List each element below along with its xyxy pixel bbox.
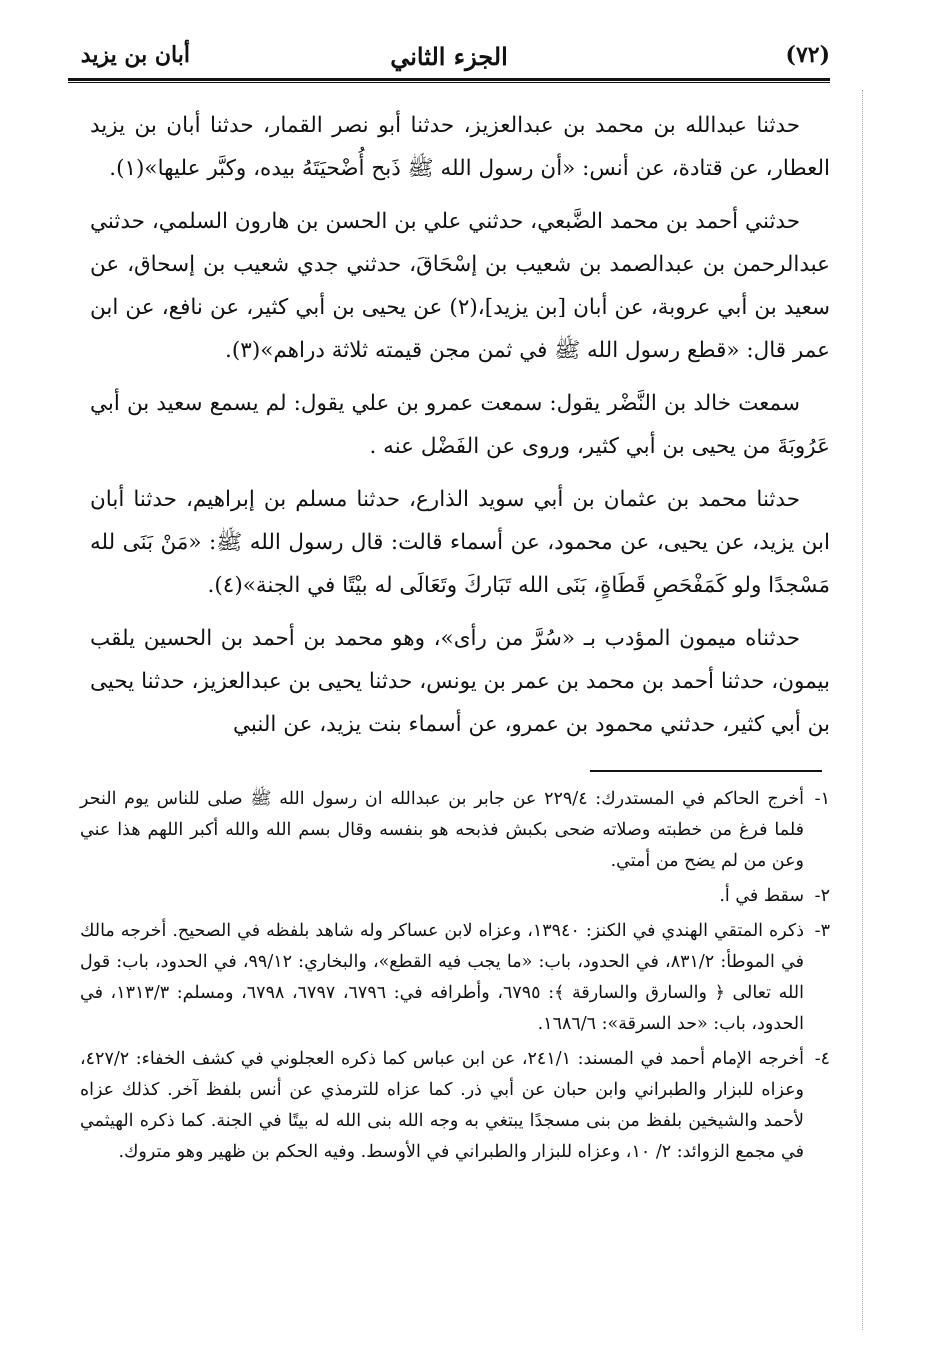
header-rule-thin [68,82,830,83]
footnote [80,1044,830,1168]
footnote-number: ٢- [814,886,830,906]
footnote-text: أخرجه الإمام أحمد في المسند: ٢٤١/١، عن ابن عباس كما ذكره العجلوني في كشف الخفاء: ٤٢٧/٢، وعزاه للبزار والطبراني وابن حبان عن أبي ذر. كما عزاه للترمذي عن أنس بلفظ آخر. كذلك عزاه لأحمد والشيخين بلفظ من بنى مسجدًا يبتغي به وجه الله بنى الله له بيتًا في الجنة. كما ذكره الهيثمي في مجمع الزوائد: ٢/ ١٠، وعزاه للبزار والطبراني في الأوسط. وفيه الحكم بن ظهير وهو متروك. [80,1049,805,1162]
footnote-number: ١- [814,789,830,809]
paragraph: سمعت خالد بن النَّضْر يقول: سمعت عمرو بن علي يقول: لم يسمع سعيد بن أبي عَرُوبَةَ من يحيى بن أبي كثير، وروى عن الفَضْل عنه . [90,391,830,459]
footnote-text: أخرج الحاكم في المستدرك: ٢٢٩/٤ عن جابر بن عبدالله ان رسول الله ﷺ صلى للناس يوم النحر فلما فرغ من خطبته وصلاته ضحى بكبش فذبحه هو بنفسه وقال بسم الله والله أكبر اللهم هذا عني وعن من لم يضح من أمتي. [80,789,804,871]
footnote-separator [590,770,822,772]
paragraph: حدثناه ميمون المؤدب بـ «سُرَّ من رأى»، وهو محمد بن أحمد بن الحسين يلقب بيمون، حدثنا أحمد بن محمد بن عمر بن يونس، حدثنا يحيى بن عبدالعزيز، حدثنا يحيى بن أبي كثير، حدثني محمود بن عمرو، عن أسماء بنت يزيد، عن النبي [90,626,830,737]
footnote-number: ٤- [814,1049,831,1069]
page-header [68,38,830,78]
paragraph: حدثنا محمد بن عثمان بن أبي سويد الذارع، حدثنا مسلم بن إبراهيم، حدثنا أبان ابن يزيد، عن يحيى، عن محمود، عن أسماء قالت: قال رسول الله ﷺ: «مَنْ بَنَى لله مَسْجدًا ولو كَمَفْحَصِ قَطَاةٍ، بَنَى الله تَبَاركَ وتَعَالَى له بيْتًا في الجنة»(٤). [90,487,830,598]
footnote-text: سقط في أ. [719,886,804,906]
paragraph: حدثني أحمد بن محمد الضَّبعي، حدثني علي بن الحسن بن هارون السلمي، حدثني عبدالرحمن بن عبدالصمد بن شعيب بن إسْحَاقَ، حدثني جدي شعيب بن إسحاق، عن سعيد بن أبي عروبة، عن أبان [بن يزيد]،(٢) عن يحيى بن أبي كثير، عن نافع، عن ابن عمر قال: «قطع رسول الله ﷺ في ثمن مجن قيمته ثلاثة دراهم»(٣). [90,209,830,363]
footnotes [80,784,830,1172]
footnote [80,881,830,912]
main-text [90,104,830,756]
scan-margin-line [862,90,863,1330]
volume-title: الجزء الثاني [390,42,508,71]
entry-title: أبان بن يزيد [80,42,190,68]
footnote-number: ٣- [814,921,830,941]
footnote-text: ذكره المتقي الهندي في الكنز: ١٣٩٤٠، وعزاه لابن عساكر وله شاهد بلفظه في الصحيح. أخرجه مالك في الموطأ: ٨٣١/٢، في الحدود، باب: «ما يجب فيه القطع»، والبخاري: ٩٩/١٢، في الحدود، باب: قول الله تعالى ﴿ والسارق والسارقة ﴾: ٦٧٩٥، وأطرافه في: ٦٧٩٦، ٦٧٩٧، ٦٧٩٨، ومسلم: ١٣١٣/٣، في الحدود، باب: «حد السرقة»: ١٦٨٦/٦. [80,921,804,1034]
page-number: (٧٢) [785,42,830,68]
footnote [80,916,830,1040]
footnote [80,784,830,877]
header-rule [68,78,830,81]
paragraph: حدثنا عبدالله بن محمد بن عبدالعزيز، حدثنا أبو نصر القمار، حدثنا أبان بن يزيد العطار، عن قتادة، عن أنس: «أن رسول الله ﷺ ذَبح أُضْحيَتَهُ بيده، وكبَّر عليها»(١). [90,113,830,181]
